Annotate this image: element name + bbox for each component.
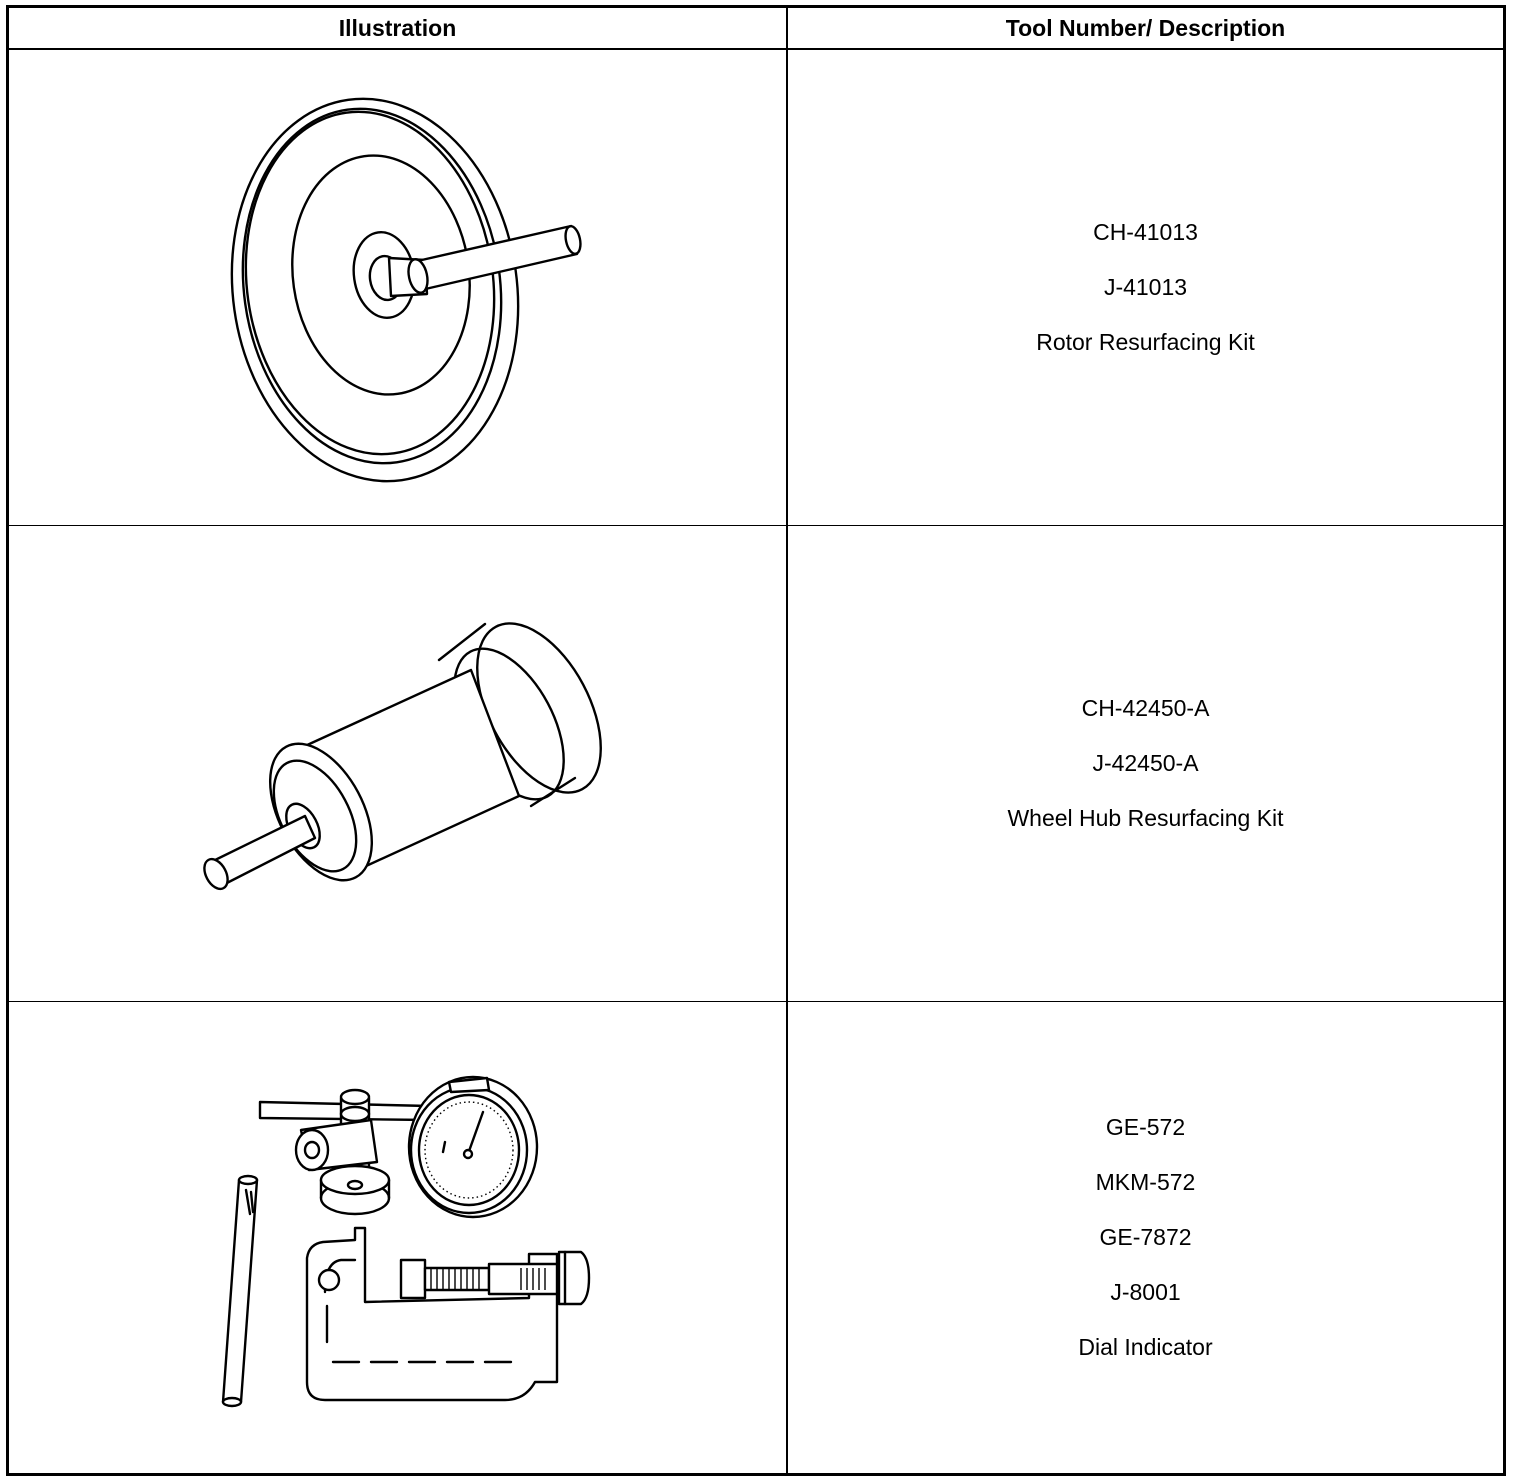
table-row	[9, 526, 1503, 1002]
illustration-cell	[9, 50, 786, 525]
tool-description: Rotor Resurfacing Kit	[1036, 329, 1255, 355]
special-tools-table	[6, 5, 1506, 1476]
tool-number: J-42450-A	[1092, 750, 1199, 776]
header-illustration: Illustration	[338, 14, 457, 41]
description-cell	[788, 526, 1503, 1001]
description-cell	[788, 1002, 1503, 1473]
wheel-hub-resurfacing-kit-icon	[9, 526, 786, 1002]
tool-description: Wheel Hub Resurfacing Kit	[1007, 805, 1284, 831]
description-cell	[788, 50, 1503, 525]
header-tool-number-description: Tool Number/ Description	[1005, 14, 1286, 41]
table-row	[9, 50, 1503, 526]
tool-number: CH-41013	[1093, 219, 1198, 245]
illustration-cell	[9, 526, 786, 1001]
table-header	[9, 8, 1503, 50]
tool-description: Dial Indicator	[1078, 1334, 1213, 1360]
tool-number: MKM-572	[1095, 1169, 1196, 1195]
tool-number: J-8001	[1110, 1279, 1181, 1305]
tool-number: GE-572	[1105, 1114, 1186, 1140]
tool-number: GE-7872	[1099, 1224, 1192, 1250]
rotor-resurfacing-kit-icon	[9, 50, 786, 526]
table-row	[9, 1002, 1503, 1473]
dial-indicator-icon	[9, 1002, 786, 1473]
illustration-cell	[9, 1002, 786, 1473]
tool-number: CH-42450-A	[1081, 695, 1210, 721]
tool-number: J-41013	[1103, 274, 1188, 300]
